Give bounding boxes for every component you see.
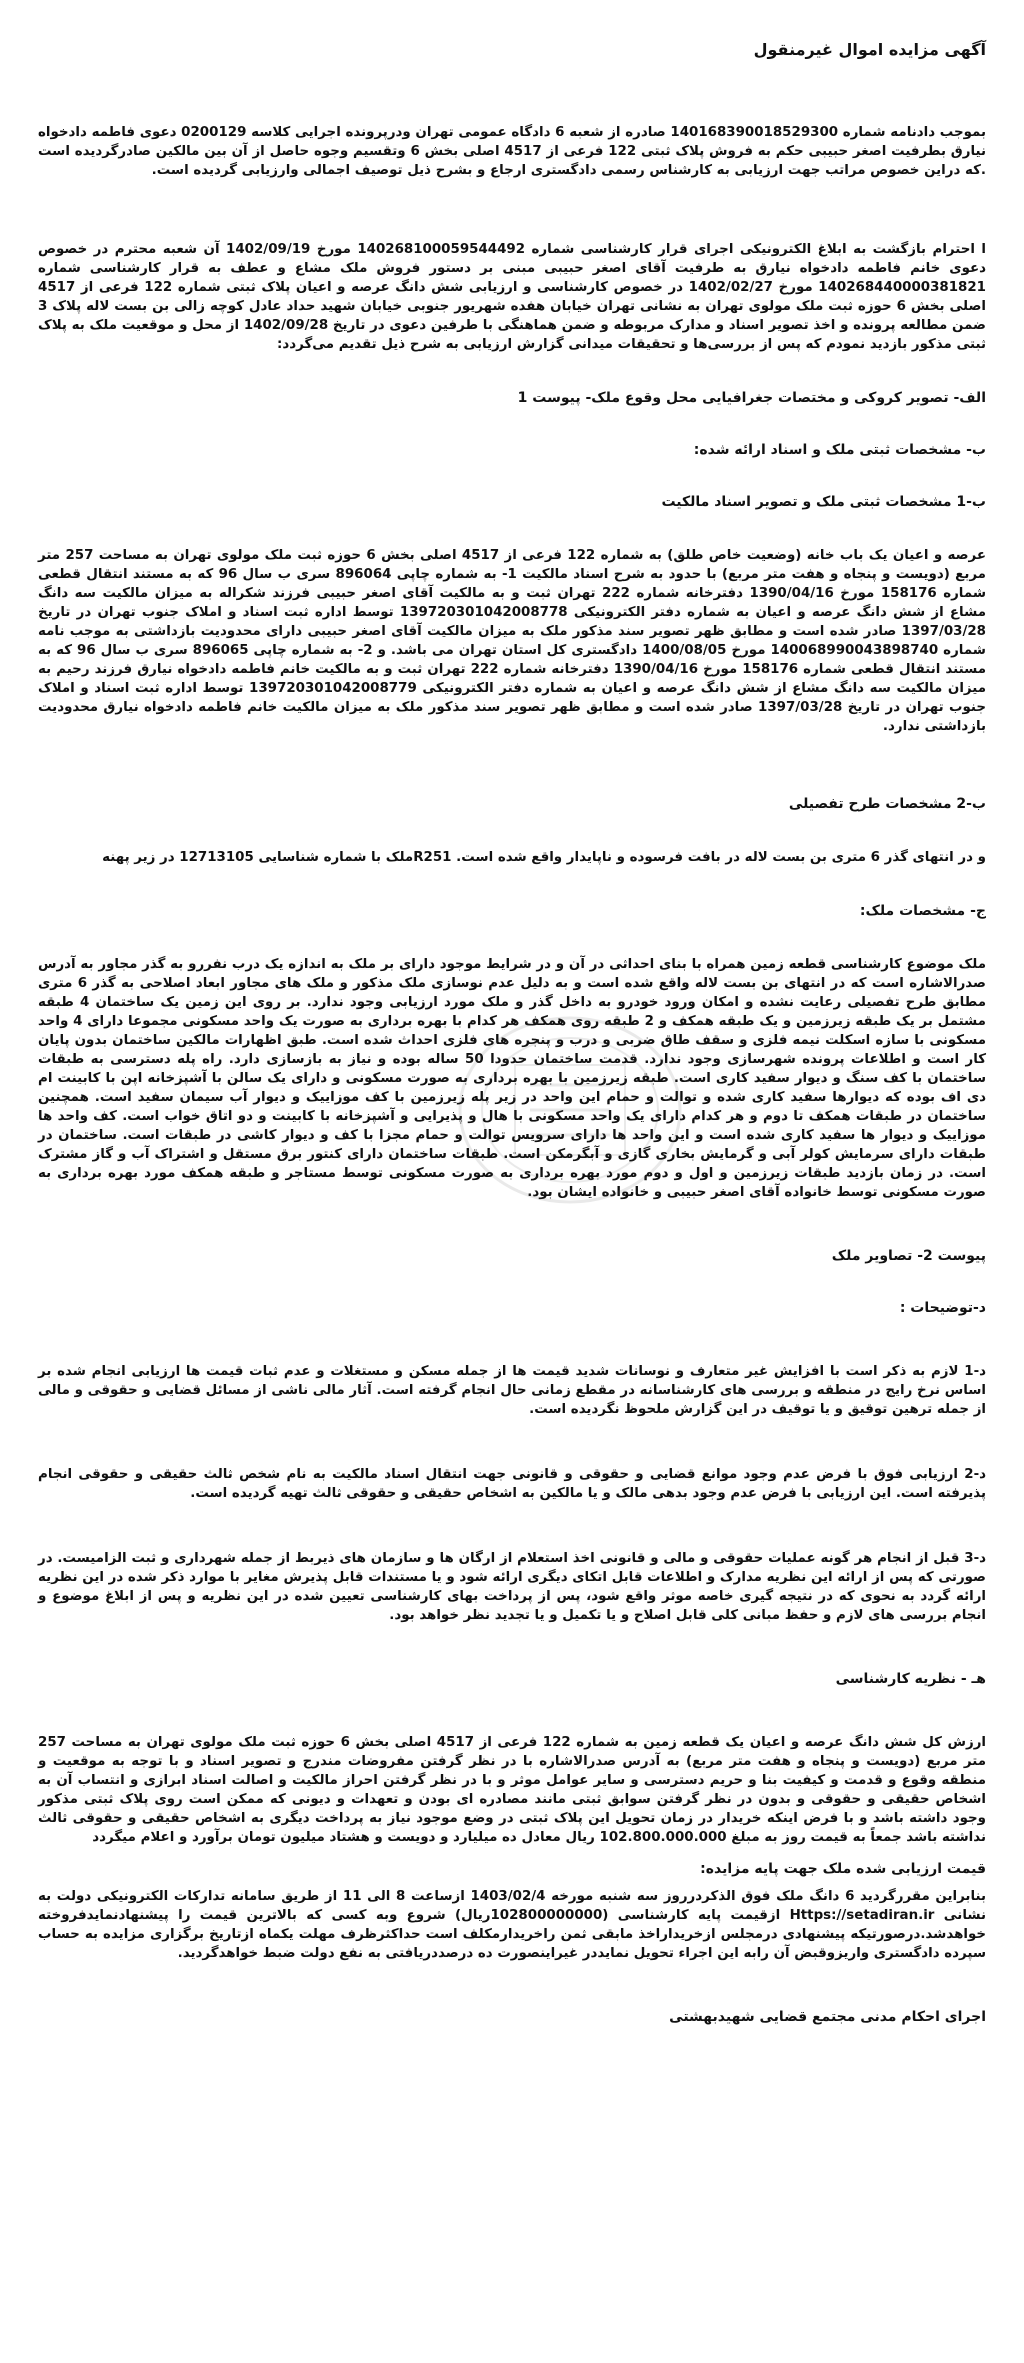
section-jim-heading: ج- مشخصات ملک:	[859, 903, 986, 919]
detailed-plan-paragraph: و در انتهای گذر 6 متری بن بست لاله در بافت فرسوده و ناپایدار واقع شده است. R251ملک با شماره شناسایی 12713105 در زیر پهنه	[102, 850, 986, 865]
section-alef-heading: الف- تصویر کروکی و مختصات جغرافیایی محل وقوع ملک- پیوست 1	[517, 390, 986, 406]
section-dal-heading: د-توضیحات :	[899, 1300, 986, 1316]
note-2-paragraph: د-2 ارزیابی فوق با فرض عدم وجود موانع قضایی و حقوقی و قانونی جهت انتقال اسناد مالکیت به نام شخص ثالث حقیقی و حقوقی انجام پذیرفته است. این ارزیابی با فرض عدم وجود بدهی مالک و یا مالکین به اشخاص حقیقی و حقوقی ثالث تهیه گردیده است.	[38, 1467, 986, 1501]
document-title: آگهی مزایده اموال غیرمنقول	[753, 40, 986, 59]
registration-details-paragraph: عرصه و اعیان یک باب خانه (وضعیت خاص طلق) به شماره 122 فرعی از 4517 اصلی بخش 6 حوزه ثبت ملک مولوی تهران به مساحت 257 متر مربع (دویست و پنجاه و هفت متر مربع) با حدود به شرح اسناد مالکیت 1- به شماره چاپی 896064 سری ب سال 96 که به مستند انتقال قطعی شماره 158176 مورخ 1390/04/16 دفترخانه شماره 222 تهران ثبت و به مالکیت آقای اصغر حبیبی فرزند شکراله به میزان مالکیت سه دانگ مشاع از شش دانگ عرصه و اعیان به شماره دفتر الکترونیکی 139720301042008778 توسط اداره ثبت اسناد و املاک جنوب تهران در تاریخ 1397/03/28 صادر شده است و مطابق ظهر تصویر سند مذکور ملک به میزان مالکیت آقای اصغر حبیبی دارای محدودیت بازداشتی به موجب نامه شماره 140068990043898740 مورخ 1400/08/05 دادگستری کل استان تهران می باشد. و 2- به شماره چاپی 896065 سری ب سال 96 که به مستند انتقال قطعی شماره 158176 مورخ 1390/04/16 دفترخانه شماره 222 تهران ثبت و به مالکیت خانم فاطمه دادخواه نیارق فرزند رحیم به میزان مالکیت سه دانگ مشاع از شش دانگ عرصه و اعیان به شماره دفتر الکترونیکی 139720301042008779 توسط اداره ثبت اسناد و املاک جنوب تهران در تاریخ 1397/03/28 صادر شده است و مطابق ظهر تصویر سند مذکور ملک به میزان مالکیت خانم فاطمه دادخواه نیارق محدودیت بازداشتی ندارد.	[38, 548, 987, 734]
note-1-paragraph: د-1 لازم به ذکر است با افزایش غیر متعارف و نوسانات شدید قیمت ها از جمله مسکن و مستغلات و عدم ثبات قیمت ها ارزیابی انجام شده بر اساس نرخ رایج در منطقه و بررسی های کارشناسانه در مقطع زمانی حال انجام گرفته است. آثار مالی ناشی از مسائل قضایی و حقوقی و مالی از جمله ترهین توقیق و یا توقیف در این گزارش ملحوظ نگردیده است.	[38, 1364, 986, 1417]
intro-paragraph: بموجب دادنامه شماره 140168390018529300 صادره از شعبه 6 دادگاه عمومی تهران ودرپرونده اجرایی کلاسه 0200129 دعوی فاطمه دادخواه نیارق بطرفیت اصغر حبیبی حکم به فروش پلاک ثبتی 122 فرعی از 4517 اصلی بخش 6 وتقسیم وجوه حاصل از آن بین مالکین صادرگردیده است .که دراین خصوص مراتب جهت ارزیابی به کارشناس رسمی دادگستری ارجاع و بشرح ذیل توصیف اجمالی وارزیابی گردیده است.	[38, 125, 987, 178]
section-be2-heading: ب-2 مشخصات طرح تفصیلی	[788, 796, 986, 812]
section-be1-heading: ب-1 مشخصات ثبتی ملک و تصویر اسناد مالکیت	[661, 494, 986, 510]
section-he-heading: هـ - نظریه کارشناسی	[835, 1671, 986, 1687]
signature-line: اجرای احکام مدنی مجتمع قضایی شهیدبهشتی	[669, 2009, 986, 2025]
property-specs-paragraph: ملک موضوع کارشناسی قطعه زمین همراه با بنای احداثی در آن و در شرایط موجود دارای بر ملک به اندازه یک درب نفررو به گذر مجاور به آدرس صدرالاشاره است که در انتهای بن بست لاله واقع شده است و به دلیل عدم نوسازی ملک مذکور و ملک های مجاور ابعاد اصلاحی به گذر 6 متری مطابق طرح تفصیلی رعایت نشده و امکان ورود خودرو به داخل گذر و ملک مورد ارزیابی وجود ندارد. بر روی این زمین یک ساختمان 4 طبقه مشتمل بر یک طبقه زیرزمین و یک طبقه همکف و 2 طبقه روی همکف هر کدام با بهره برداری به صورت یک واحد مسکونی مجموعا دارای 4 واحد مسکونی با سازه اسکلت نیمه فلزی و سقف طاق ضربی و درب و پنجره های فلزی احداث شده است. طبق اظهارات مالکین ساختمان بدون پایان کار است و اطلاعات پرونده شهرسازی وجود ندارد. قدمت ساختمان حدودا 50 ساله بوده و نیاز به بازسازی دارد. راه پله دسترسی به طبقات ساختمان با کف سنگ و دیوار سفید کاری است. طبقه زیرزمین با بهره برداری به صورت مسکونی و دارای یک سالن با آشپزخانه اپن با کابینت ام دی اف بوده که دیوارها سفید کاری شده و توالت و حمام این واحد در زیر پله زیرزمین با کف موزاییک و دیوار آب سیمان سفید است. همچنین ساختمان در طبقات همکف تا دوم و هر کدام دارای یک واحد مسکونی با هال و پذیرایی و آشپزخانه با کابینت و دو اتاق خواب است. کف واحد ها موزاییک و دیوار ها سفید کاری شده است و این واحد ها دارای سرویس توالت و حمام مجزا با کف و دیوار کاشی در طبقات است. ساختمان در طبقات دارای سرمایش کولر آبی و گرمایش بخاری گازی و آبگرمکن است. طبقات ساختمان دارای کنتور برق مستقل و اشتراک آب و گاز مشترک است. در زمان بازدید طبقات زیرزمین و اول و دوم مورد بهره برداری به صورت مسکونی توسط مستاجر و طبقه همکف مورد بهره برداری به صورت مسکونی توسط خانواده آقای اصغر حبیبی و خانواده ایشان بود.	[38, 957, 987, 1200]
auction-terms-paragraph: بنابراین مقررگردید 6 دانگ ملک فوق الذکردرروز سه شنبه مورخه 1403/02/4 ازساعت 8 الی 11 از طریق سامانه تدارکات الکترونیکی دولت به نشانی Https://setadiran.ir ازقیمت پایه کارشناسی (102800000000ریال) شروع وبه کسی که بالاترین قیمت را پیشنهادنمایدفروخته خواهدشد.درصورتیکه پیشنهادی درمجلس ازخریداراخذ مابقی ثمن راخریدارمکلف است حداکثرظرف مهلت یکماه ازتاریخ برگزاری مزایده به حساب سپرده دادگستری واریزوقبض آن رابه این اجراء تحویل نمایددر غیراینصورت ده درصددریافتی به نفع دولت ضبط خواهدگردید.	[38, 1889, 987, 1961]
expert-opinion-paragraph: ارزش کل شش دانگ عرصه و اعیان یک قطعه زمین به شماره 122 فرعی از 4517 اصلی بخش 6 حوزه ثبت ملک مولوی تهران به مساحت 257 متر مربع (دویست و پنجاه و هفت متر مربع) به آدرس صدرالاشاره با در نظر گرفتن مفروضات مندرج و تصویر اسناد و با توجه به موقعیت و منطقه وقوع و قدمت و کیفیت بنا و حریم دسترسی و سایر عوامل موثر و با در نظر گرفتن احراز مالکیت و اصالت اسناد ابرازی و انتساب آن به اشخاص حقیقی و حقوقی و بدون در نظر گرفتن سوابق ثبتی مانند مصادره ای بودن و تعهدات و دیونی که ممکن است روی پلاک ثبتی مذکور وجود داشته باشد و با فرض اینکه خریدار در زمان تحویل این پلاک ثبتی در وضع موجود نیاز به پرداخت دیگری به اشخاص حقیقی و حقوقی ثالث نداشته باشد جمعاً به قیمت روز به مبلغ 102.800.000.000 ریال معادل ده میلیارد و دویست و هشتاد میلیون تومان برآورد و اعلام میگردد	[38, 1735, 987, 1845]
appendix-2-heading: پیوست 2- تصاویر ملک	[831, 1248, 986, 1264]
base-price-heading: قیمت ارزیابی شده ملک جهت پایه مزایده:	[700, 1861, 986, 1877]
note-3-paragraph: د-3 قبل از انجام هر گونه عملیات حقوقی و مالی و قانونی اخذ استعلام از ارگان ها و سازمان های ذیربط از جمله شهرداری و ثبت الزامیست. در صورتی که پس از ارائه این نظریه مدارک و اطلاعات قابل اتکای دیگری ارائه شود و یا مستندات قابل پذیرش مغایر با موارد ذکر شده در این نظریه ارائه گردد به نحوی که در نتیجه گیری خاصه موثر واقع شود، پس از پرداخت بهای کارشناسی تعیین شده در این نظریه و پس از ابلاغ موضوع و انجام بررسی های لازم و حفظ مبانی کلی قابل اصلاح و یا تکمیل و یا تجدید نظر خواهد بود.	[38, 1551, 986, 1623]
expert-report-paragraph: ا احترام بازگشت به ابلاغ الکترونیکی اجرای قرار کارشناسی شماره 140268100059544492 مورخ 1402/09/19 آن شعبه محترم در خصوص دعوی خانم فاطمه دادخواه نیارق به طرفیت آقای اصغر حبیبی مبنی بر دستور فروش ملک مشاع و عطف به قرار کارشناسی شماره 140268440000381821 مورخ 1402/02/27 در خصوص کارشناسی و ارزیابی شش دانگ عرصه و اعیان پلاک ثبتی شماره 122 فرعی از 4517 اصلی بخش 6 حوزه ثبت ملک مولوی تهران به نشانی تهران خیابان هفده شهریور جنوبی خیابان شهید حداد عادل کوچه زالی بن بست لاله پلاک 3 ضمن مطالعه پرونده و اخذ تصویر اسناد و مدارک مربوطه و ضمن هماهنگی با طرفین دعوی در تاریخ 1402/09/28 از محل و موقعیت ملک به پلاک ثبتی مذکور بازدید نمودم که پس از بررسی‌ها و تحقیقات میدانی گزارش ارزیابی به شرح ذیل تقدیم می‌گردد:	[38, 242, 987, 352]
section-be-heading: ب- مشخصات ثبتی ملک و اسناد ارائه شده:	[693, 442, 986, 458]
